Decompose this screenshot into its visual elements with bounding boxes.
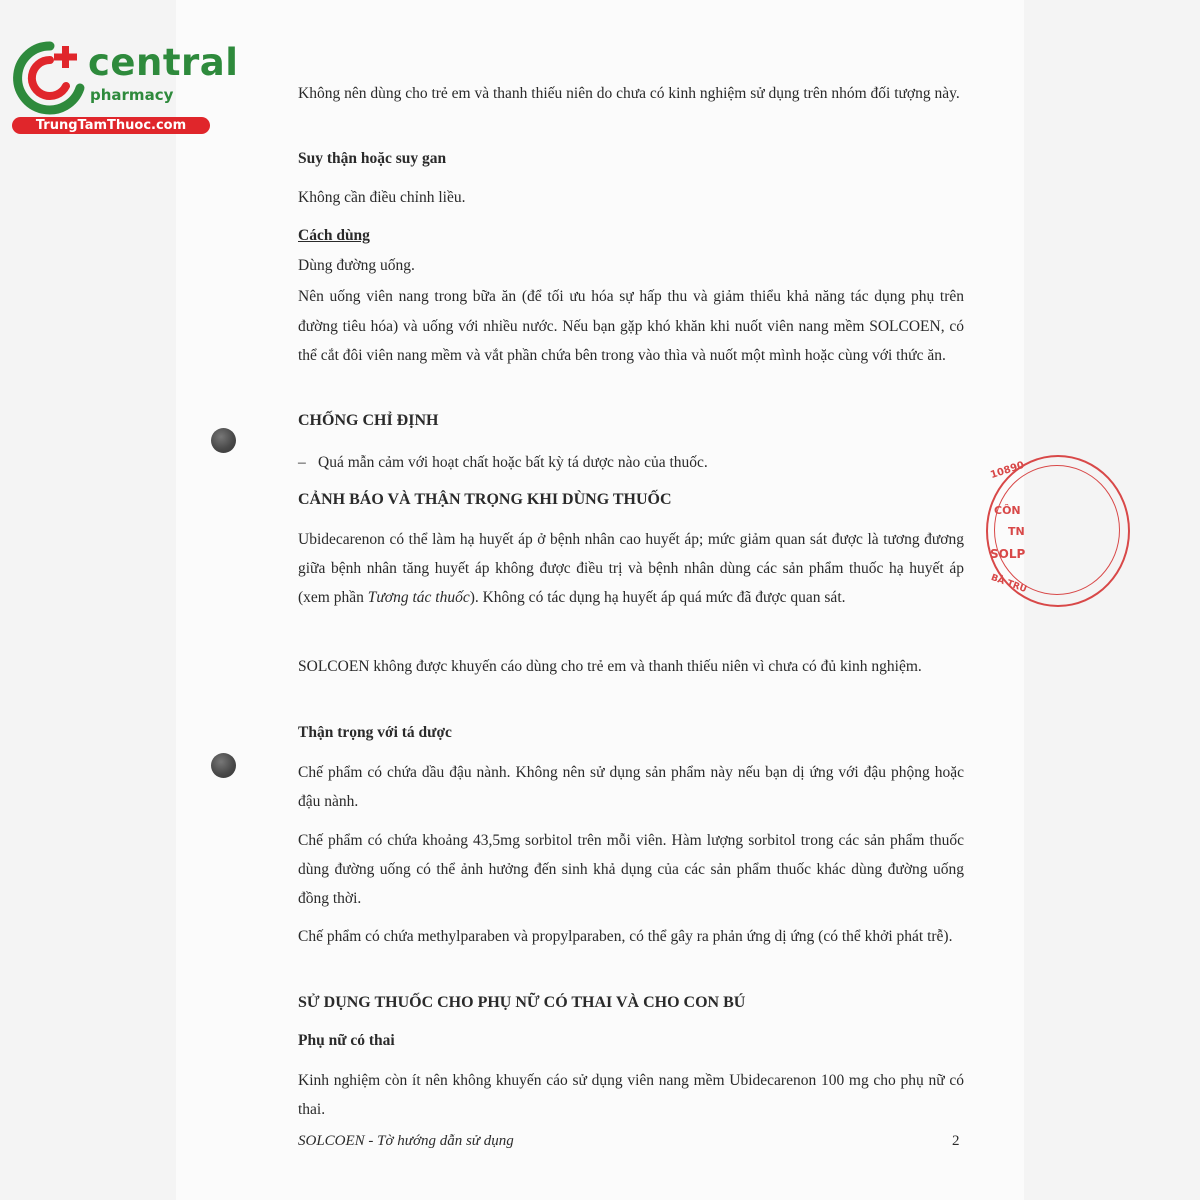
heading-pregnancy-lactation: SỬ DỤNG THUỐC CHO PHỤ NỮ CÓ THAI VÀ CHO CON BÚ <box>298 994 746 1011</box>
stamp-text-4: SOLP <box>990 547 1026 561</box>
paragraph-children: Không nên dùng cho trẻ em và thanh thiếu niên do chưa có kinh nghiệm sử dụng trên nhóm đối tượng này. <box>298 85 960 102</box>
logo-subtitle: pharmacy <box>90 86 174 104</box>
heading-usage: Cách dùng <box>298 227 370 244</box>
paragraph-usage-route: Dùng đường uống. <box>298 257 415 274</box>
contraindication-item <box>298 448 964 477</box>
logo-wordmark: central <box>88 41 239 84</box>
pharmacy-cross-icon <box>10 38 90 118</box>
bullet-dash: – <box>298 454 306 471</box>
footer-page-number: 2 <box>952 1133 960 1149</box>
paragraph-warning-children: SOLCOEN không được khuyến cáo dùng cho trẻ em và thanh thiếu niên vì chưa có đủ kinh nghiệm. <box>298 658 922 675</box>
stamp-text-1: 10890 <box>989 459 1026 482</box>
drug-interactions-reference: Tương tác thuốc <box>367 589 470 606</box>
heading-excipients: Thận trọng với tá dược <box>298 724 452 741</box>
heading-pregnancy: Phụ nữ có thai <box>298 1032 395 1049</box>
paragraph-soybean-oil: Chế phẩm có chứa dầu đậu nành. Không nên sử dụng sản phẩm này nếu bạn dị ứng với đậu phộng hoặc đậu nành. <box>298 764 964 810</box>
stamp-text-5: BÀ TRU <box>989 572 1028 596</box>
heading-renal-hepatic: Suy thận hoặc suy gan <box>298 150 447 167</box>
paragraph-renal-hepatic: Không cần điều chỉnh liều. <box>298 189 466 206</box>
punch-hole-bottom <box>211 753 236 778</box>
contraindication-text: Quá mẫn cảm với hoạt chất hoặc bất kỳ tá dược nào của thuốc. <box>318 454 708 471</box>
company-stamp <box>986 455 1028 610</box>
stamp-text-2: CÔN <box>994 504 1021 517</box>
heading-contraindications: CHỐNG CHỈ ĐỊNH <box>298 412 439 429</box>
stamp-text-3: TN <box>1008 525 1025 538</box>
paragraph-parabens: Chế phẩm có chứa methylparaben và propylparaben, có thể gây ra phản ứng dị ứng (có thể khởi phát trễ). <box>298 928 953 945</box>
heading-warnings: CẢNH BÁO VÀ THẬN TRỌNG KHI DÙNG THUỐC <box>298 491 672 508</box>
warning-text-b: ). Không có tác dụng hạ huyết áp quá mức đã được quan sát. <box>469 589 846 606</box>
paragraph-warning-hypotension <box>298 525 964 612</box>
punch-hole-top <box>211 428 236 453</box>
warning-text-a: Ubidecarenon có thể làm hạ huyết áp ở bệnh nhân cao huyết áp; mức giảm quan sát được là tương đương giữa bệnh nhân tăng huyết áp không được điều trị và bệnh nhân dùng các sản phẩm thuốc hạ huyết áp (xem phần <box>298 531 964 606</box>
paragraph-usage-details: Nên uống viên nang trong bữa ăn (để tối ưu hóa sự hấp thu và giảm thiểu khả năng tác dụng phụ trên đường tiêu hóa) và uống với nhiều nước. Nếu bạn gặp khó khăn khi nuốt viên nang mềm SOLCOEN, có thể cắt đôi viên nang mềm và vắt phần chứa bên trong vào thìa và nuốt một mình hoặc cùng với thức ăn. <box>298 288 964 364</box>
logo-website-banner[interactable]: TrungTamThuoc.com <box>12 117 210 134</box>
paragraph-pregnancy: Kinh nghiệm còn ít nên không khuyến cáo sử dụng viên nang mềm Ubidecarenon 100 mg cho phụ nữ có thai. <box>298 1072 964 1118</box>
paragraph-sorbitol: Chế phẩm có chứa khoảng 43,5mg sorbitol trên mỗi viên. Hàm lượng sorbitol trong các sản phẩm thuốc dùng đường uống có thể ảnh hưởng đến sinh khả dụng của các sản phẩm thuốc khác dùng đường uống đồng thời. <box>298 832 964 907</box>
footer-document-title: SOLCOEN - Tờ hướng dẫn sử dụng <box>298 1133 514 1149</box>
